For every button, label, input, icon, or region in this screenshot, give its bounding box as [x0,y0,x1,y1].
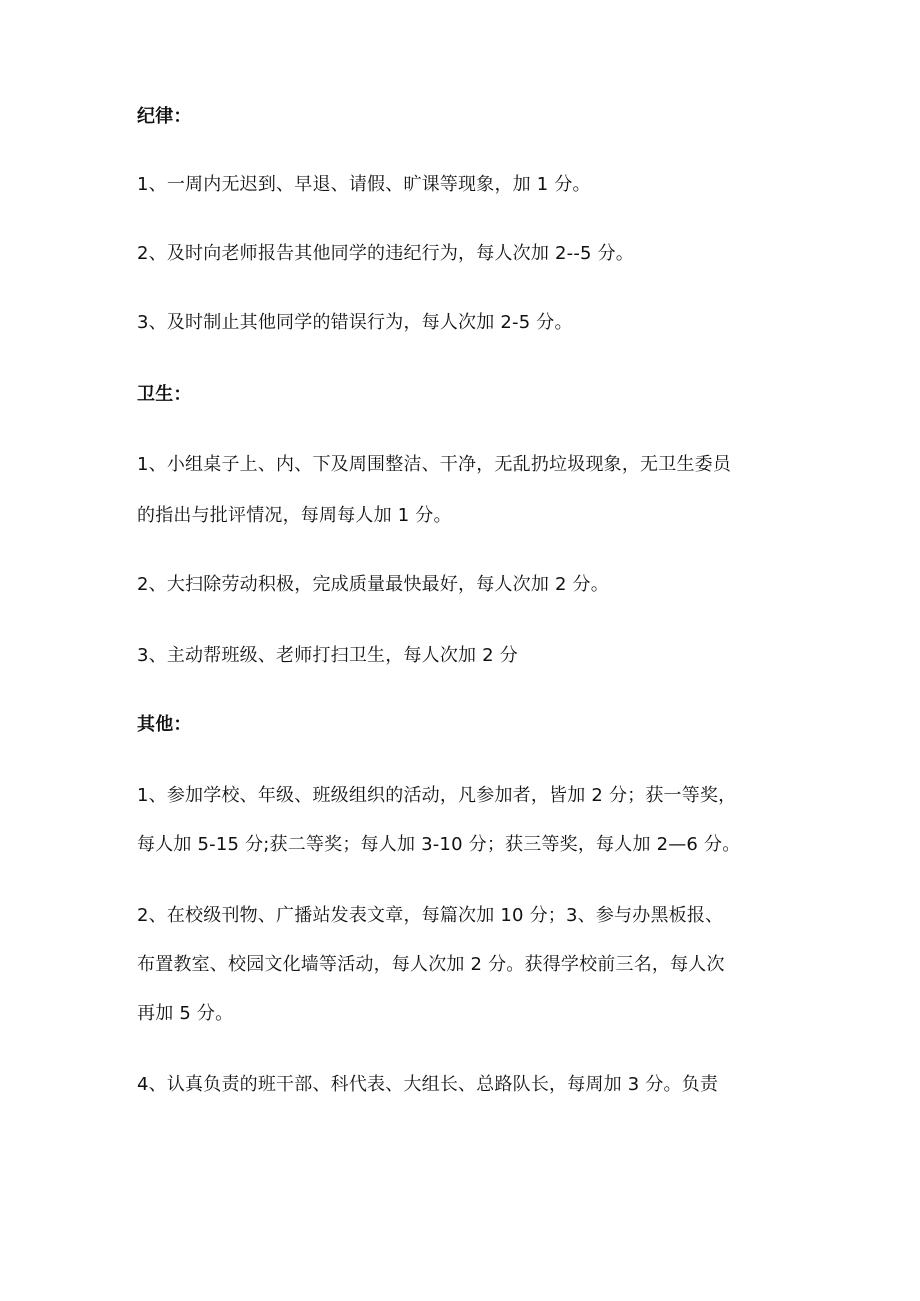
section-heading-other: 其他： [137,714,192,735]
discipline-item-2: 2、及时向老师报告其他同学的违纪行为，每人次加 2--5 分。 [137,243,634,264]
section-heading-hygiene: 卫生： [137,384,192,405]
other-item-1-line-1: 1、参加学校、年级、班级组织的活动，凡参加者，皆加 2 分；获一等奖， [137,785,737,806]
other-item-2-line-3: 再加 5 分。 [137,1003,234,1024]
hygiene-item-1-line-2: 的指出与批评情况，每周每人加 1 分。 [137,505,452,526]
hygiene-item-3: 3、主动帮班级、老师打扫卫生，每人次加 2 分 [137,645,518,666]
other-item-1-line-2: 每人加 5-15 分;获二等奖；每人加 3-10 分；获三等奖，每人加 2—6 分。 [137,834,741,855]
hygiene-item-1-line-1: 1、小组桌子上、内、下及周围整洁、干净，无乱扔垃圾现象，无卫生委员 [137,454,732,475]
discipline-item-1: 1、一周内无迟到、早退、请假、旷课等现象，加 1 分。 [137,174,591,195]
section-heading-discipline: 纪律： [137,106,192,127]
discipline-item-3: 3、及时制止其他同学的错误行为，每人次加 2-5 分。 [137,312,573,333]
other-item-2-line-1: 2、在校级刊物、广播站发表文章，每篇次加 10 分；3、参与办黑板报、 [137,905,724,926]
other-item-4: 4、认真负责的班干部、科代表、大组长、总路队长，每周加 3 分。负责 [137,1074,719,1095]
other-item-2-line-2: 布置教室、校园文化墙等活动，每人次加 2 分。获得学校前三名，每人次 [137,954,725,975]
hygiene-item-2: 2、大扫除劳动积极，完成质量最快最好，每人次加 2 分。 [137,574,609,595]
